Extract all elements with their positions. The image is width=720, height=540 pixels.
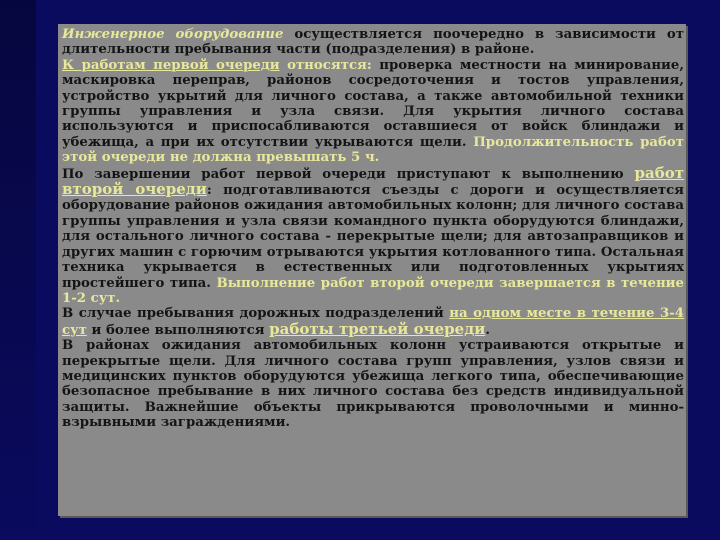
paragraph-1 <box>62 27 684 58</box>
paragraph-3-start: По завершении работ первой очереди приступают к выполнению <box>62 166 635 182</box>
paragraph-3 <box>62 163 684 307</box>
term-first-stage: К работам первой очереди <box>62 57 280 73</box>
paragraph-2-rest: проверка местности на минирование, маскировка переправ, районов сосредоточения и тостов управления, устройство укрытий для личного состава, а также автомобильной техники группы управления и узла связи. Для укрытия личного состава используются и приспосабливаются оставшиеся от войск блиндажи и убежища, а при их отсутствии укрываются щели. <box>62 57 685 150</box>
term-engineering-equipment: Инженерное оборудование <box>62 27 284 42</box>
second-stage-duration: Выполнение работ второй очереди завершается в течение 1-2 сут. <box>62 275 684 306</box>
stay-duration: на одном месте в течение 3-4 сут <box>62 306 684 338</box>
paragraph-4 <box>62 306 684 338</box>
paragraph-1-rest: осуществляется поочередно в зависимости от длительности пребывания части (подразделения) в районе. <box>62 27 684 58</box>
paragraph-4-start: В случае пребывания дорожных подразделений <box>62 306 450 322</box>
term-second-stage: работ второй очереди <box>62 163 684 199</box>
background-strip <box>0 0 36 540</box>
label-includes: относятся: <box>279 57 372 73</box>
paragraph-5: В районах ожидания автомобильных колонн устраиваются открытые и перекрытые щели. Для личного состава групп управления, узлов связи и медицинских пунктов оборудуются убежища легкого типа, обеспечивающие безопасное пребывание в них личного состава без средств индивидуальной защиты. Важнейшие объекты прикрываются проволочными и минно-взрывными заграждениями. <box>62 338 684 431</box>
slide-text <box>62 27 684 431</box>
paragraph-3-rest: : подготавливаются съезды с дороги и осуществляется оборудование районов ожидания автомобильных колонн; для личного состава группы управления и узла связи командного пункта оборудуются блиндажи, для остального личного состава - перекрытые щели; для автозаправщиков и других машин с горючим отрываются укрытия котлованного типа. Остальная техника укрывается в естественных или подготовленных укрытиях простейшего типа. <box>62 183 684 291</box>
paragraph-4-mid: и более выполняются <box>86 322 270 338</box>
term-third-stage: работы третьей очереди <box>269 319 486 338</box>
first-stage-duration: Продолжительность работ этой очереди не должна превышать 5 ч. <box>62 134 684 166</box>
paragraph-2 <box>62 58 684 166</box>
paragraph-4-end: . <box>485 322 490 338</box>
